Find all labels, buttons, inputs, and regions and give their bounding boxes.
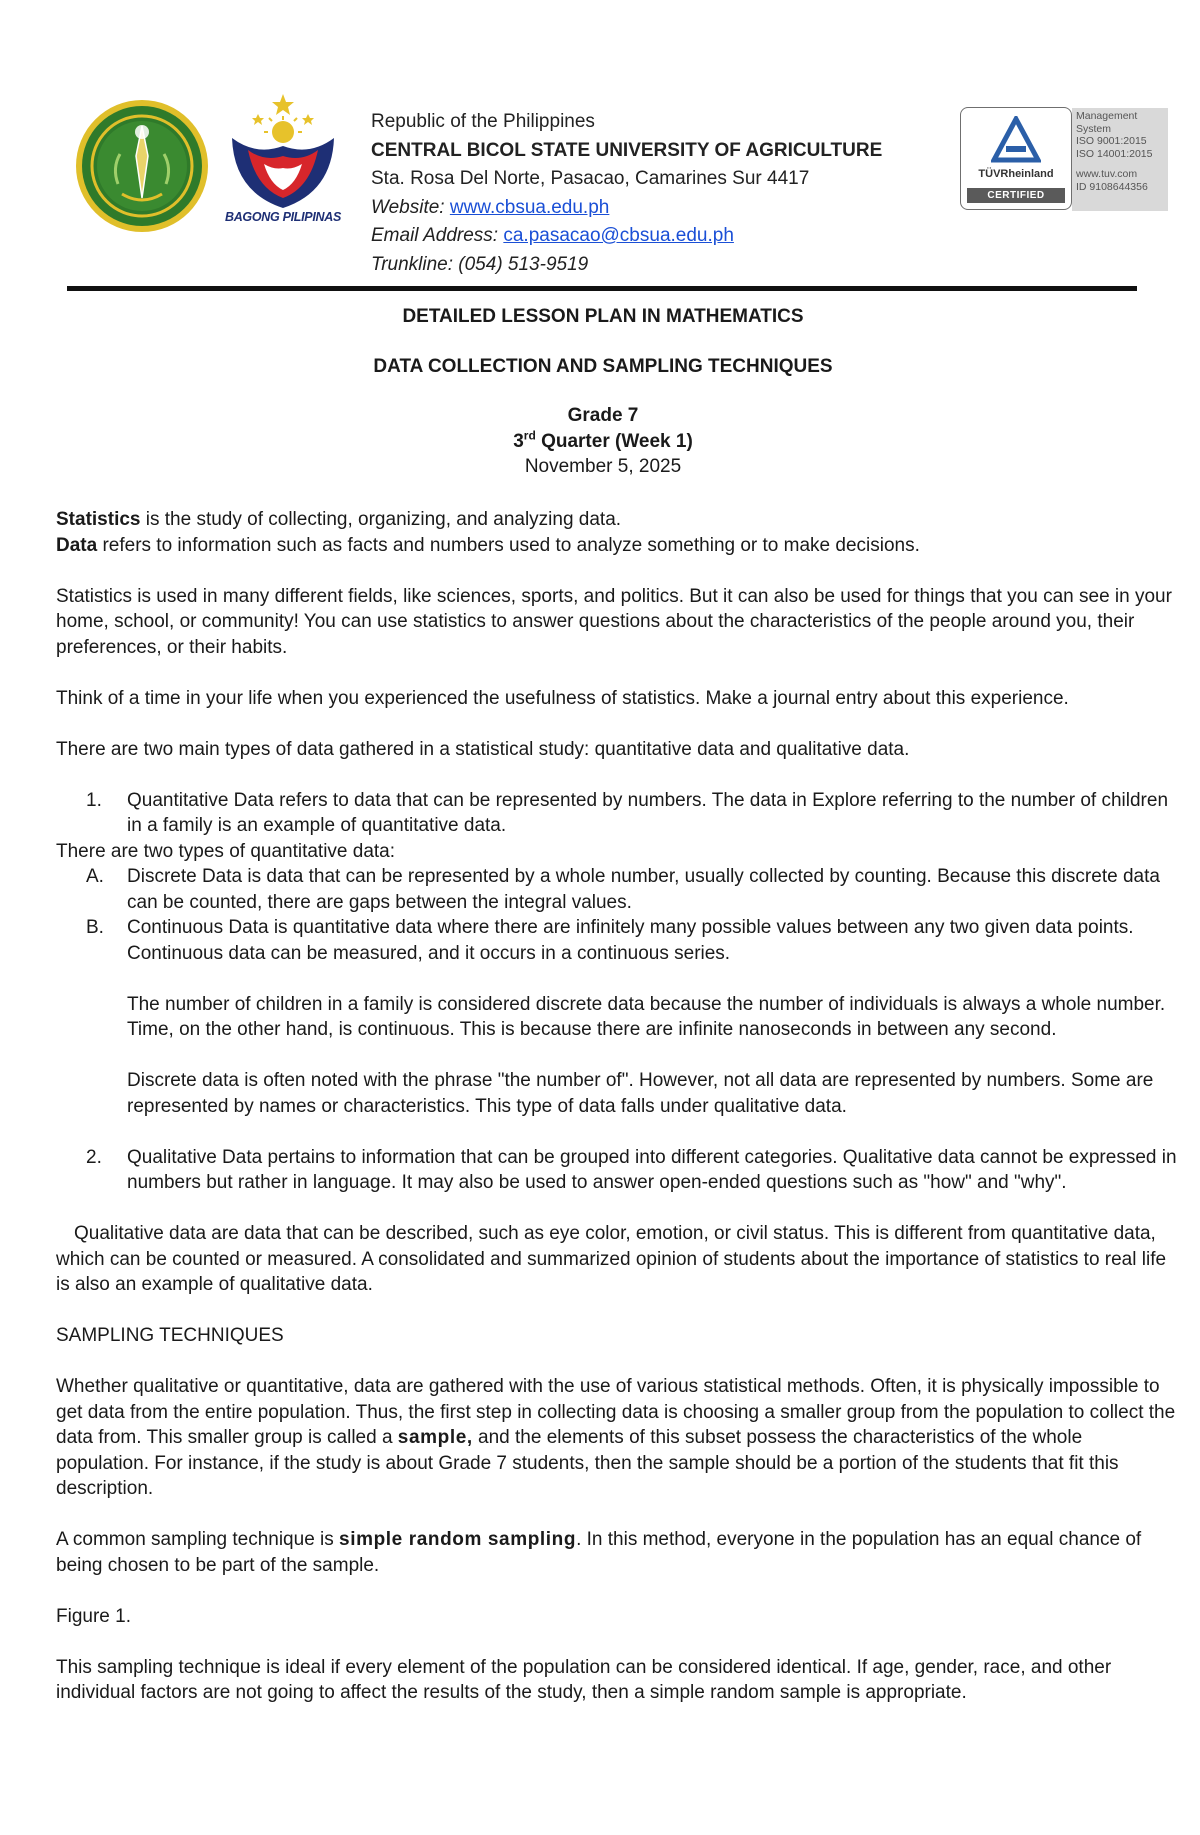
website-link[interactable]: www.cbsua.edu.ph bbox=[449, 196, 610, 218]
trunkline-line bbox=[371, 251, 882, 280]
sampling-heading: SAMPLING TECHNIQUES bbox=[56, 1325, 284, 1346]
cert-line: Management bbox=[1076, 110, 1138, 122]
paragraph-simple-random bbox=[56, 1527, 1178, 1578]
srs-term: simple random sampling bbox=[339, 1529, 577, 1550]
cert-line: ID 9108644356 bbox=[1076, 180, 1148, 193]
list-item-quantitative bbox=[56, 788, 1178, 839]
website-label: Website: bbox=[371, 196, 450, 218]
data-term: Data bbox=[56, 534, 98, 556]
quarter-line bbox=[0, 429, 1200, 455]
sample-term: sample, bbox=[397, 1427, 473, 1448]
cert-line: www.tuv.com bbox=[1076, 168, 1138, 180]
data-definition bbox=[56, 533, 1178, 559]
quarter-text: Quarter (Week 1) bbox=[535, 430, 693, 452]
list-item-discrete bbox=[56, 864, 1178, 915]
paragraph-children-example: The number of children in a family is considered discrete data because the number of individuals is always a whole number. Time, on the other hand, is continuous. This is because there are infinite nanoseconds in between any second. bbox=[127, 993, 1166, 1040]
website-line bbox=[371, 194, 882, 223]
trunkline-text: Trunkline: (054) 513-9519 bbox=[371, 253, 589, 275]
email-label: Email Address: bbox=[371, 225, 504, 246]
quantitative-types-intro: There are two types of quantitative data: bbox=[56, 840, 396, 862]
list-number: 2. bbox=[86, 1146, 102, 1168]
sampling-text: Whether qualitative or quantitative, data are gathered with the use of various statistical methods. Often, it is physically impossible to get data from the entire population. Thus, the first step in collecting data is choosing a smaller group from the population to collect the data from. This smaller group is called a bbox=[56, 1376, 1176, 1448]
bagong-pilipinas-label: BAGONG PILIPINAS bbox=[224, 210, 342, 224]
email-line bbox=[371, 222, 882, 251]
quarter-number: 3 bbox=[513, 430, 524, 452]
tuv-certification-badge bbox=[960, 107, 1072, 210]
quarter-suffix: rd bbox=[523, 428, 536, 443]
university-seal-logo bbox=[74, 98, 210, 234]
sampling-text-rest: and the elements of this subset possess the characteristics of the whole population. For instance, if the study is about Grade 7 students, then the sample should be a portion of the students that fit this description. bbox=[56, 1427, 1119, 1499]
data-def-text: refers to information such as facts and numbers used to analyze something or to make decisions. bbox=[97, 534, 920, 556]
plan-title: DETAILED LESSON PLAN IN MATHEMATICS bbox=[402, 306, 804, 327]
email-link[interactable]: ca.pasacao@cbsua.edu.ph bbox=[503, 225, 734, 246]
paragraph-discrete-note: Discrete data is often noted with the phrase "the number of". However, not all data are represented by numbers. Some are represented by names or characteristics. This type of data falls under qualitative data. bbox=[127, 1070, 1154, 1117]
tuv-brand: TÜVRheinland bbox=[978, 168, 1054, 180]
address-line: Sta. Rosa Del Norte, Pasacao, Camarines Sur 4417 bbox=[371, 168, 810, 189]
list-item-text: Quantitative Data refers to data that can be represented by numbers. The data in Explore referring to the number of children in a family is an example of quantitative data. bbox=[127, 789, 1169, 836]
list-item-text: Continuous Data is quantitative data where there are infinitely many possible values between any two given data points. Continuous data can be measured, and it occurs in a continuous series. bbox=[127, 917, 1134, 964]
statistics-def-text: is the study of collecting, organizing, and analyzing data. bbox=[140, 509, 622, 530]
figure-caption: Figure 1. bbox=[56, 1605, 131, 1627]
list-item-continuous bbox=[56, 915, 1178, 966]
tuv-triangle-icon bbox=[991, 116, 1041, 164]
srs-intro: A common sampling technique is bbox=[56, 1529, 340, 1550]
paragraph-fields: Statistics is used in many different fields, like sciences, sports, and politics. But it can also be used for things that you can see in your home, school, or community! You can use statistics to answer questions about the characteristics of the people around you, their preferences, or their habits. bbox=[56, 585, 1172, 658]
country-line: Republic of the Philippines bbox=[371, 111, 595, 132]
paragraph-sampling bbox=[56, 1374, 1178, 1502]
list-item-qualitative bbox=[56, 1145, 1178, 1196]
cert-line: ISO 9001:2015 bbox=[1076, 135, 1147, 147]
topic-title: DATA COLLECTION AND SAMPLING TECHNIQUES bbox=[373, 355, 833, 377]
lesson-titles bbox=[0, 304, 1200, 480]
paragraph-data-types: There are two main types of data gathered in a statistical study: quantitative data and qualitative data. bbox=[56, 738, 910, 760]
paragraph-ideal-usage: This sampling technique is ideal if every element of the population can be considered identical. If age, gender, race, and other individual factors are not going to affect the results of the study, then a simple random sample is appropriate. bbox=[56, 1656, 1112, 1703]
header-divider bbox=[67, 286, 1137, 291]
bagong-pilipinas-logo bbox=[218, 92, 348, 232]
paragraph-qualitative: Qualitative data are data that can be described, such as eye color, emotion, or civil status. This is different from quantitative data, which can be counted or measured. A consolidated and summarized opinion of students about the importance of statistics to real life is also an example of qualitative data. bbox=[56, 1223, 1167, 1295]
bagong-pilipinas-emblem-icon bbox=[218, 92, 348, 210]
statistics-definition bbox=[56, 507, 1178, 533]
cert-line: System bbox=[1076, 122, 1112, 135]
grade-level: Grade 7 bbox=[567, 405, 639, 426]
paragraph-journal: Think of a time in your life when you experienced the usefulness of statistics. Make a journal entry about this experience. bbox=[56, 687, 1069, 709]
list-number: 1. bbox=[86, 789, 102, 811]
list-item-text: Qualitative Data pertains to information that can be grouped into different categories. Qualitative data cannot be expressed in numbers but rather in language. It may also be used to answer open-ended questions such as "how" and "why". bbox=[127, 1146, 1177, 1193]
cert-line: ISO 14001:2015 bbox=[1076, 147, 1153, 160]
university-name: CENTRAL BICOL STATE UNIVERSITY OF AGRICULTURE bbox=[371, 139, 883, 161]
list-item-text: Discrete Data is data that can be represented by a whole number, usually collected by counting. Because this discrete data can be counted, there are gaps between the integral values. bbox=[127, 866, 1160, 913]
list-letter: A. bbox=[86, 866, 104, 887]
statistics-term: Statistics bbox=[56, 509, 141, 530]
lesson-date: November 5, 2025 bbox=[524, 456, 682, 477]
list-letter: B. bbox=[86, 917, 104, 938]
certification-details bbox=[1072, 108, 1168, 211]
certified-label: CERTIFIED bbox=[967, 188, 1065, 203]
lesson-content bbox=[56, 507, 1178, 1706]
srs-rest: . In this method, everyone in the population has an equal chance of being chosen to be part of the sample. bbox=[56, 1529, 1142, 1576]
letterhead bbox=[371, 108, 882, 279]
